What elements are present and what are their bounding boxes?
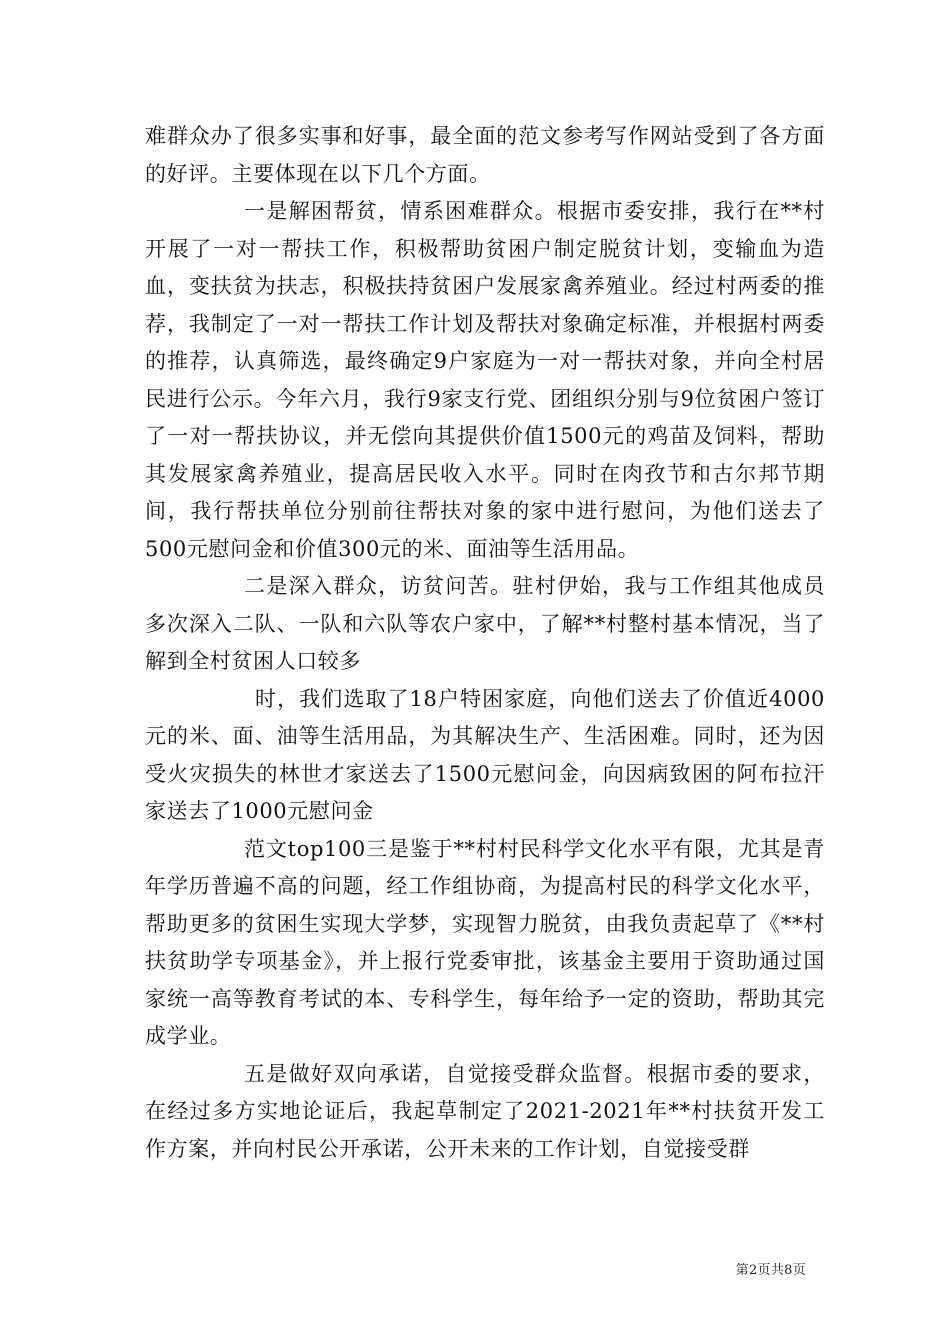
paragraph-education-fund: 范文top100三是鉴于**村村民科学文化水平有限，尤其是青年学历普遍不高的问题，经工作组协商，为提高村民的科学文化水平，帮助更多的贫困生实现大学梦，实现智力脱贫，由我负责起草了《**村扶贫助学专项基金》，并上报行党委审批，该基金主要用于资助通过国家统一高等教育考试的本、专科学生，每年给予一定的资助，帮助其完成学业。 [145, 836, 825, 1048]
paragraph-poverty-assistance: 一是解困帮贫，情系困难群众。根据市委安排，我行在**村开展了一对一帮扶工作，积极帮助贫困户制定脱贫计划，变输血为造血，变扶贫为扶志，积极扶持贫困户发展家禽养殖业。经过村两委的推荐，我制定了一对一帮扶工作计划及帮扶对象确定标准，并根据村两委的推荐，认真筛选，最终确定9户家庭为一对一帮扶对象，并向全村居民进行公示。今年六月，我行9家支行党、团组织分别与9位贫困户签订了一对一帮扶协议，并无偿向其提供价值1500元的鸡苗及饲料，帮助其发展家禽养殖业，提高居民收入水平。同时在肉孜节和古尔邦节期间，我行帮扶单位分别前往帮扶对象的家中进行慰问，为他们送去了500元慰问金和价值300元的米、面油等生活用品。 [145, 199, 825, 561]
paragraph-continuation: 难群众办了很多实事和好事，最全面的范文参考写作网站受到了各方面的好评。主要体现在以下几个方面。 [145, 124, 825, 186]
paragraph-visiting-households: 二是深入群众，访贫问苦。驻村伊始，我与工作组其他成员多次深入二队、一队和六队等农户家中，了解**村整村基本情况，当了解到全村贫困人口较多 [145, 574, 825, 673]
paragraph-visiting-households-cont: 时，我们选取了18户特困家庭，向他们送去了价值近4000元的米、面、油等生活用品，为其解决生产、生活困难。同时，还为因受火灾损失的林世才家送去了1500元慰问金，向因病致困的阿布拉汗家送去了1000元慰问金 [145, 686, 825, 823]
paragraph-two-way-commitment: 五是做好双向承诺，自觉接受群众监督。根据市委的要求，在经过多方实地论证后，我起草制定了2021-2021年**村扶贫开发工作方案，并向村民公开承诺，公开未来的工作计划，自觉接受群 [145, 1061, 825, 1161]
page-number-footer: 第2页共8页 [735, 1263, 806, 1278]
document-body [145, 118, 825, 1168]
